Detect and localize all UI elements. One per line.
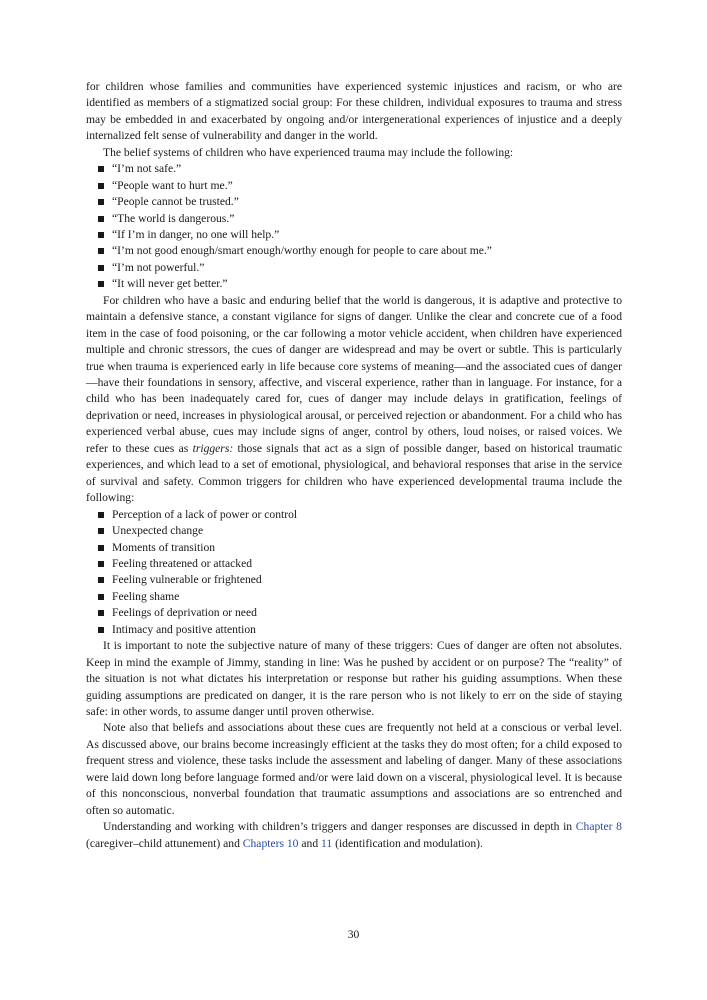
list-item: Feeling vulnerable or frightened xyxy=(86,572,622,588)
cross-reference-text-d: (identification and modulation). xyxy=(332,836,483,850)
list-item: “I’m not good enough/smart enough/worthy enough for people to care about me.” xyxy=(86,243,622,259)
chapter-8-link[interactable]: Chapter 8 xyxy=(575,820,622,834)
chapter-10-link[interactable]: Chapters 10 xyxy=(242,836,299,850)
list-item: “If I’m in danger, no one will help.” xyxy=(86,227,622,243)
list-item: “People cannot be trusted.” xyxy=(86,194,622,210)
list-item: Moments of transition xyxy=(86,540,622,556)
triggers-term: triggers: xyxy=(192,441,234,455)
paragraph-subjective-nature: It is important to note the subjective nature of many of these triggers: Cues of danger are often not absolutes. Keep in mind the example of Jimmy, standing in line: Was he pushed by accident or on purpose? The “reality” of the situation is not what dictates his interpretation or response but rather his guiding assumptions. When these guiding assumptions are predicated on danger, it is the rare person who is not likely to err on the side of staying safe: in other words, to assume danger until proven otherwise. xyxy=(86,639,622,718)
paragraph-triggers-text-a: For children who have a basic and enduring belief that the world is dangerous, it is adaptive and protective to maintain a defensive stance, a constant vigilance for signs of danger. Unlike the clear and concrete cue of a food item in the case of food poisoning, or the car following a motor vehicle accident, when children have experienced multiple and chronic stressors, the cues of danger are widespread and may be overt or subtle. This is particularly true when trauma is experienced early in life because core systems of meaning—and the associated cues of danger—have their foundations in sensory, affective, and visceral experience, rather than in language. For instance, for a child who has been inadequately cared for, cues of danger may include delays in gratification, feelings of deprivation or need, increases in physiological arousal, or perceived rejection or abandonment. For a child who has experienced verbal abuse, cues may include signs of anger, control by others, loud noises, or raised voices. We refer to these cues as xyxy=(86,293,622,455)
list-item: “The world is dangerous.” xyxy=(86,211,622,227)
paragraph-triggers-text-b: those signals that act as a sign of possible danger, based on historical traumatic experiences, and which lead to a set of emotional, physiological, and behavioral responses that arise in the service of survival and safety. Common triggers for children who have experienced developmental trauma include the following: xyxy=(86,441,622,505)
list-item: Perception of a lack of power or control xyxy=(86,507,622,523)
cross-reference-text-b: (caregiver–child attunement) and xyxy=(86,836,243,850)
page-number: 30 xyxy=(347,928,360,941)
paragraph-belief-intro: The belief systems of children who have experienced trauma may include the following: xyxy=(103,145,514,159)
list-item: Intimacy and positive attention xyxy=(86,622,622,638)
list-item: “It will never get better.” xyxy=(86,276,622,292)
list-item: “I’m not powerful.” xyxy=(86,260,622,276)
cross-reference-text-a: Understanding and working with children’s triggers and danger responses are discussed in depth in xyxy=(103,820,576,834)
list-item: Feelings of deprivation or need xyxy=(86,605,622,621)
list-item: “I’m not safe.” xyxy=(86,161,622,177)
cross-reference-text-c: and xyxy=(298,836,322,850)
paragraph-cross-reference xyxy=(86,819,622,852)
list-item: Feeling shame xyxy=(86,589,622,605)
belief-list xyxy=(86,161,622,293)
chapter-11-link[interactable]: 11 xyxy=(321,836,333,850)
list-item: Unexpected change xyxy=(86,523,622,539)
list-item: “People want to hurt me.” xyxy=(86,178,622,194)
paragraph-systemic-injustice: for children whose families and communities have experienced systemic injustices and racism, or who are identified as members of a stigmatized social group: For these children, individual exposures to trauma and stress may be embedded in and exacerbated by ongoing and/or intergenerational experiences of injustice and a deeply internalized felt sense of vulnerability and danger in the world. xyxy=(86,80,622,143)
trigger-list xyxy=(86,507,622,639)
list-item: Feeling threatened or attacked xyxy=(86,556,622,572)
page-body xyxy=(86,79,622,852)
paragraph-triggers xyxy=(86,293,622,507)
paragraph-nonconscious: Note also that beliefs and associations about these cues are frequently not held at a conscious or verbal level. As discussed above, our brains become increasingly efficient at the tasks they do most often; for a child exposed to frequent stress and violence, these tasks include the assessment and labeling of danger. Many of these associations were laid down long before language formed and/or were laid down on a visceral, physiological level. It is because of this nonconscious, nonverbal foundation that traumatic assumptions and associations are so entrenched and often so automatic. xyxy=(86,721,622,817)
